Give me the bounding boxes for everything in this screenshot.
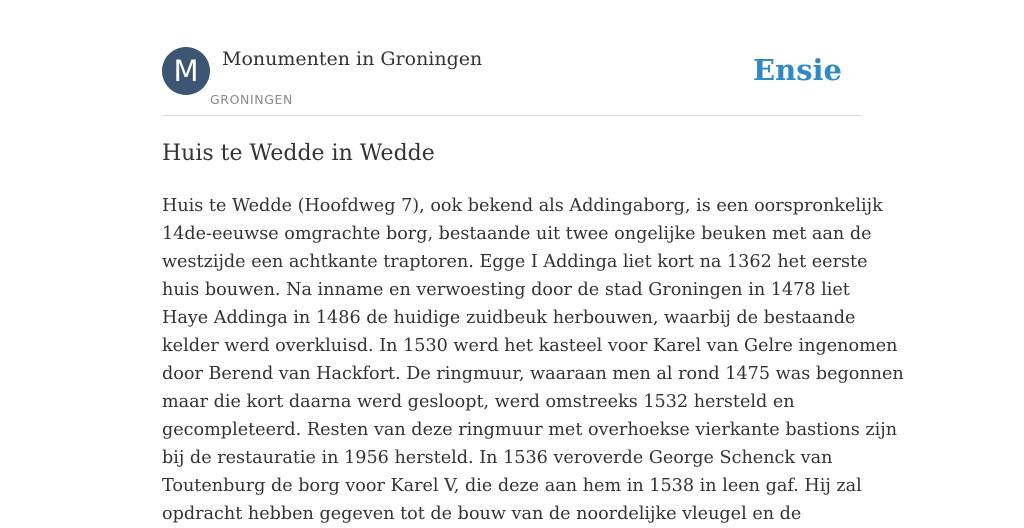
article-body-line: huis bouwen. Na inname en verwoesting door de stad Groningen in 1478 liet: [162, 280, 850, 300]
publication-avatar[interactable]: M: [162, 47, 210, 95]
article-body-line: kelder werd overkluisd. In 1530 werd het kasteel voor Karel van Gelre ingenomen: [162, 336, 898, 356]
article-body-line: opdracht hebben gegeven tot de bouw van de noordelijke vleugel en de: [162, 504, 802, 524]
article-body-line: bij de restauratie in 1956 hersteld. In 1536 veroverde George Schenck van: [162, 448, 833, 468]
article-body: [162, 192, 904, 528]
article-body-line: maar die kort daarna werd gesloopt, werd omstreeks 1532 hersteld en: [162, 392, 795, 412]
publication-header: [162, 46, 862, 116]
header-divider: [162, 115, 862, 116]
brand-logo[interactable]: Ensie: [753, 53, 842, 87]
article-body-line: Haye Addinga in 1486 de huidige zuidbeuk herbouwen, waarbij de bestaande: [162, 308, 856, 328]
article-body-line: 14de-eeuwse omgrachte borg, bestaande uit twee ongelijke beuken met aan de: [162, 224, 872, 244]
article-title: Huis te Wedde in Wedde: [162, 141, 435, 166]
publication-subtitle[interactable]: GRONINGEN: [210, 92, 293, 107]
article-body-line: Toutenburg de borg voor Karel V, die deze aan hem in 1538 in leen gaf. Hij zal: [162, 476, 862, 496]
article-body-line: westzijde een achtkante traptoren. Egge I Addinga liet kort na 1362 het eerste: [162, 252, 868, 272]
publication-title[interactable]: Monumenten in Groningen: [222, 48, 483, 70]
article-body-line: door Berend van Hackfort. De ringmuur, waaraan men al rond 1475 was begonnen: [162, 364, 904, 384]
article-body-line: Huis te Wedde (Hoofdweg 7), ook bekend als Addingaborg, is een oorspronkelijk: [162, 196, 883, 216]
article-body-line: gecompleteerd. Resten van deze ringmuur met overhoekse vierkante bastions zijn: [162, 420, 898, 440]
